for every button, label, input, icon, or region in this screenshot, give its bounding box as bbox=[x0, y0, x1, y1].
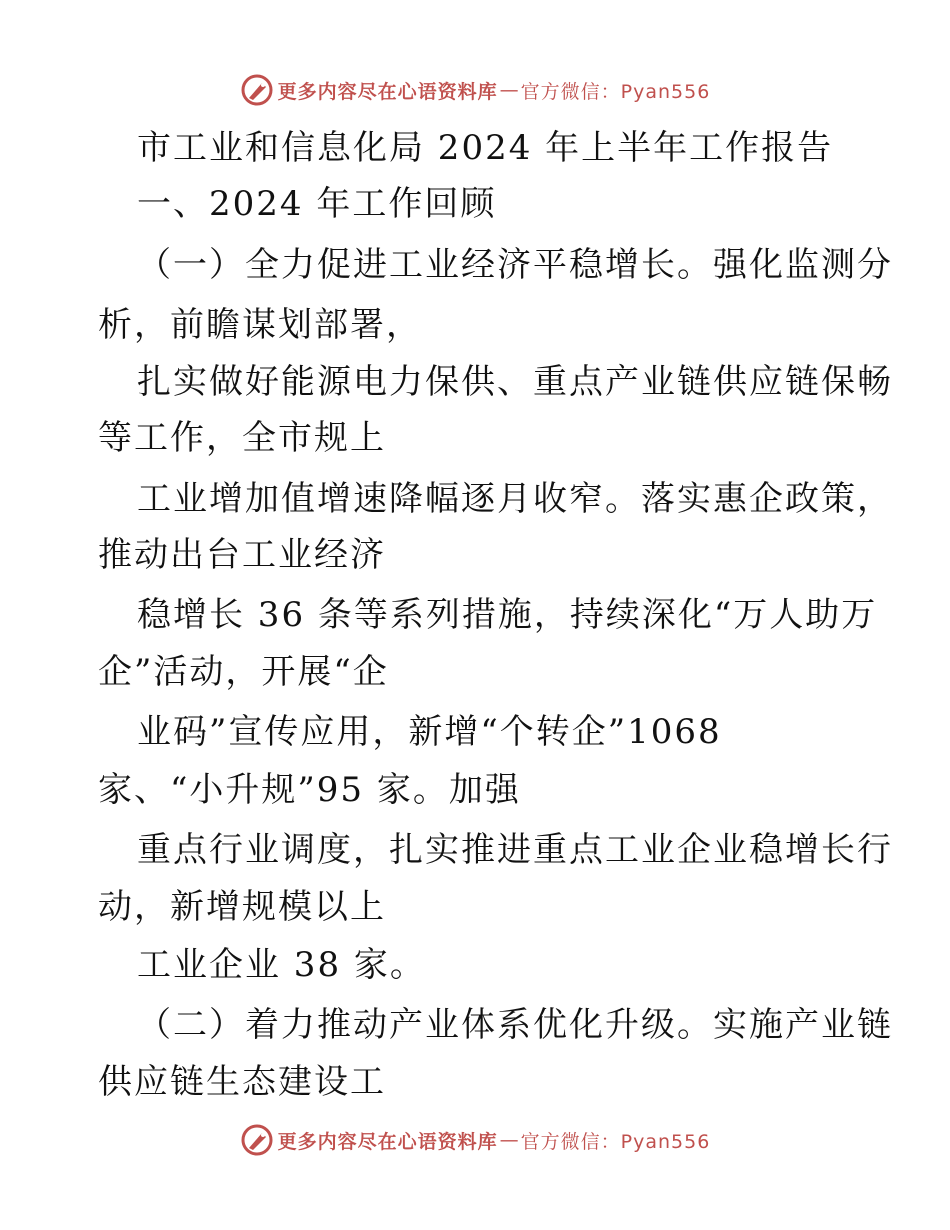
paragraph-line: 家、“小升规”95 家。加强 bbox=[98, 770, 521, 810]
paragraph-line: 企”活动，开展“企 bbox=[98, 652, 389, 692]
paragraph-line: 推动出台工业经济 bbox=[98, 535, 386, 575]
pen-nib-logo-icon bbox=[240, 73, 274, 107]
paragraph-line: 等工作，全市规上 bbox=[98, 418, 386, 458]
banner-separator: — bbox=[499, 79, 519, 101]
banner-main-text: 更多内容尽在心语资料库 bbox=[277, 1130, 498, 1153]
paragraph-line: 析，前瞻谋划部署， bbox=[98, 305, 422, 345]
paragraph-line: 工业企业 38 家。 bbox=[137, 945, 426, 985]
paragraph-line: 动，新增规模以上 bbox=[98, 887, 386, 927]
section-heading: 一、2024 年工作回顾 bbox=[137, 184, 497, 224]
banner-wechat-text: 官方微信：Pyan556 bbox=[520, 1130, 711, 1153]
paragraph-line: （一）全力促进工业经济平稳增长。强化监测分 bbox=[137, 245, 893, 285]
paragraph-line: 业码”宣传应用，新增“个转企”1068 bbox=[137, 712, 722, 752]
section-heading: （二）着力推动产业体系优化升级。实施产业链 bbox=[137, 1005, 893, 1045]
paragraph-line: 工业增加值增速降幅逐月收窄。落实惠企政策， bbox=[137, 479, 893, 519]
header-watermark-banner bbox=[0, 70, 950, 110]
paragraph-line: 扎实做好能源电力保供、重点产业链供应链保畅 bbox=[137, 362, 893, 402]
document-title: 市工业和信息化局 2024 年上半年工作报告 bbox=[137, 128, 834, 168]
footer-watermark-banner bbox=[0, 1120, 950, 1160]
paragraph-line: 稳增长 36 条等系列措施，持续深化“万人助万 bbox=[137, 595, 878, 635]
banner-main-text: 更多内容尽在心语资料库 bbox=[277, 80, 498, 103]
pen-nib-logo-icon bbox=[240, 1123, 274, 1157]
banner-separator: — bbox=[499, 1129, 519, 1151]
paragraph-line: 供应链生态建设工 bbox=[98, 1062, 386, 1102]
banner-wechat-text: 官方微信：Pyan556 bbox=[520, 80, 711, 103]
paragraph-line: 重点行业调度，扎实推进重点工业企业稳增长行 bbox=[137, 830, 893, 870]
